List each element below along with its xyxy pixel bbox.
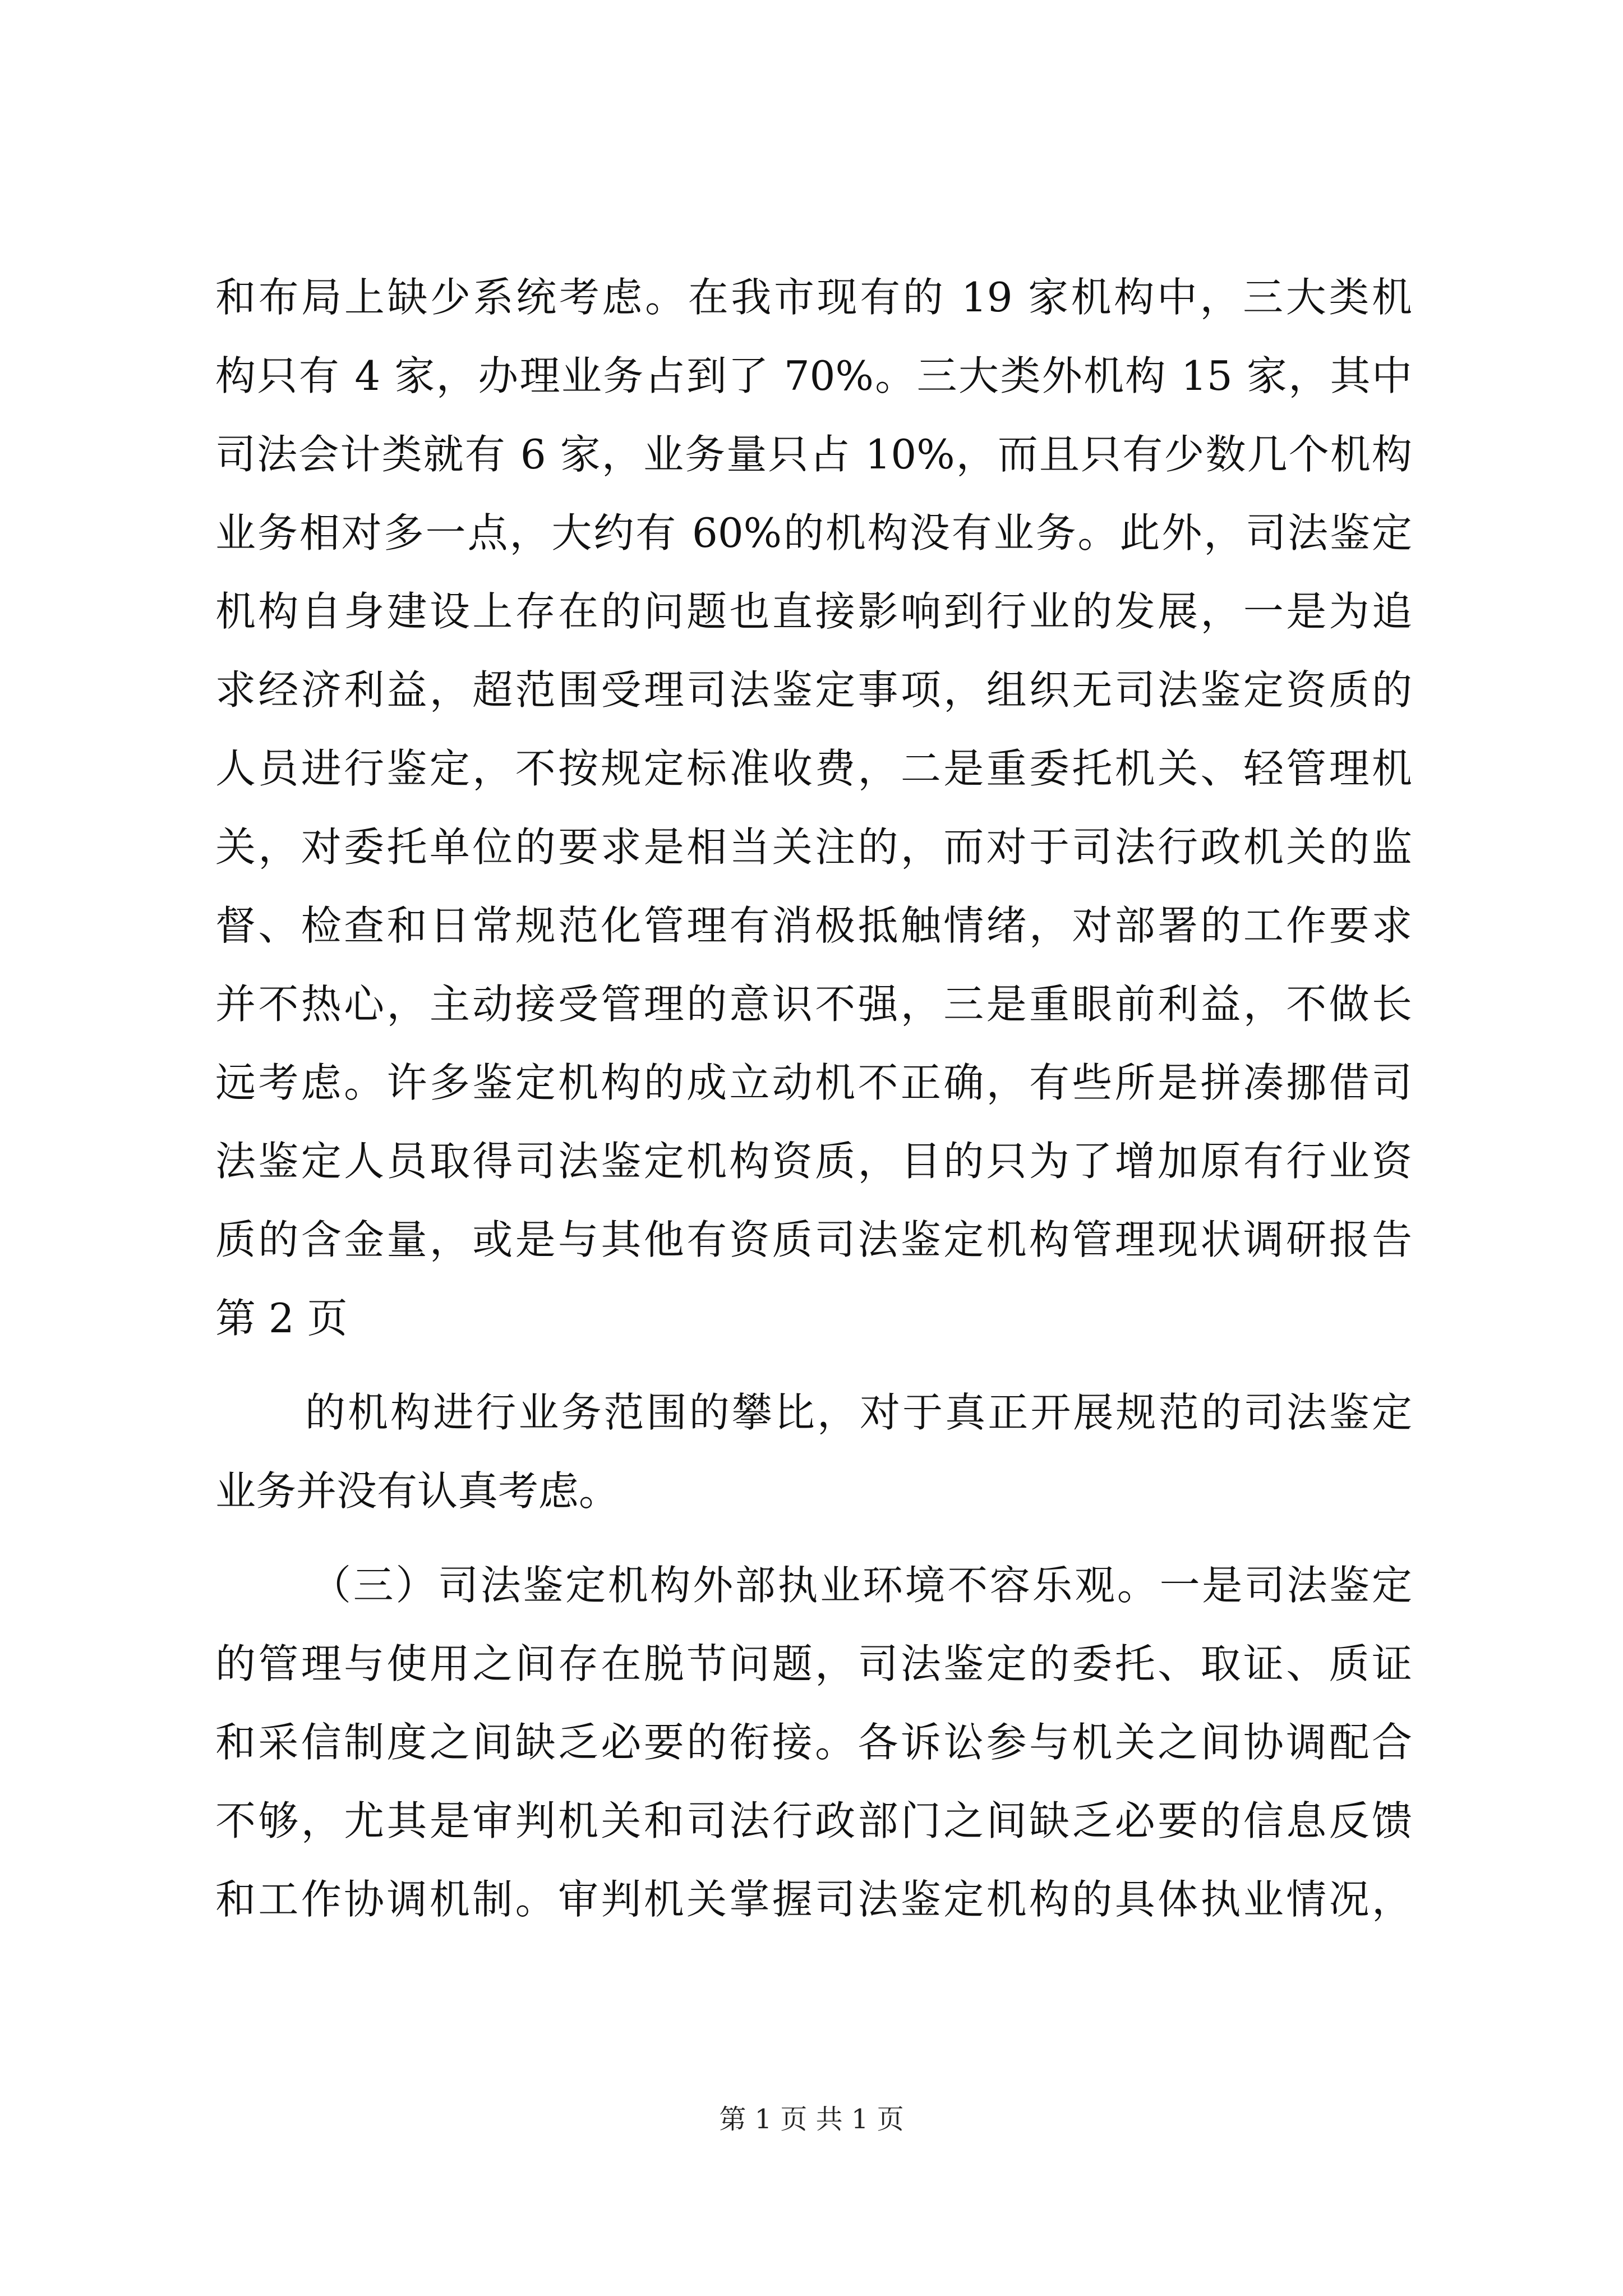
text-line: 和布局上缺少系统考虑。在我市现有的 19 家机构中，三大类机 (215, 274, 1412, 321)
embedded-page-number: 第 2 页 (215, 1295, 348, 1342)
text-line: 不够，尤其是审判机关和司法行政部门之间缺乏必要的信息反馈 (215, 1797, 1412, 1844)
text-line: 业务并没有认真考虑。 (215, 1467, 620, 1515)
text-line: 业务相对多一点，大约有 60%的机构没有业务。此外，司法鉴定 (215, 509, 1412, 556)
text-line: 并不热心，主动接受管理的意识不强，三是重眼前利益，不做长 (215, 981, 1412, 1028)
text-line: 的管理与使用之间存在脱节问题，司法鉴定的委托、取证、质证 (215, 1640, 1412, 1687)
text-line: 求经济利益，超范围受理司法鉴定事项，组织无司法鉴定资质的 (215, 666, 1412, 714)
text-line: 人员进行鉴定，不按规定标准收费，二是重委托机关、轻管理机 (215, 745, 1412, 792)
text-line: 法鉴定人员取得司法鉴定机构资质，目的只为了增加原有行业资 (215, 1138, 1412, 1185)
text-line: 质的含金量，或是与其他有资质司法鉴定机构管理现状调研报告 (215, 1216, 1412, 1263)
text-line: 和采信制度之间缺乏必要的衔接。各诉讼参与机关之间协调配合 (215, 1719, 1412, 1766)
text-line: 机构自身建设上存在的问题也直接影响到行业的发展，一是为追 (215, 588, 1412, 635)
text-line: 关，对委托单位的要求是相当关注的，而对于司法行政机关的监 (215, 823, 1412, 871)
text-line: 的机构进行业务范围的攀比，对于真正开展规范的司法鉴定 (305, 1389, 1412, 1436)
text-line: 和工作协调机制。审判机关掌握司法鉴定机构的具体执业情况， (215, 1876, 1412, 1923)
text-line: 司法会计类就有 6 家，业务量只占 10%，而且只有少数几个机构 (215, 431, 1412, 478)
text-line: 构只有 4 家，办理业务占到了 70%。三大类外机构 15 家，其中 (215, 352, 1412, 399)
text-line: 督、检查和日常规范化管理有消极抵触情绪，对部署的工作要求 (215, 902, 1412, 949)
text-line: （三）司法鉴定机构外部执业环境不容乐观。一是司法鉴定 (311, 1562, 1412, 1609)
text-line: 远考虑。许多鉴定机构的成立动机不正确，有些所是拼凑挪借司 (215, 1059, 1412, 1106)
page-footer: 第 1 页 共 1 页 (719, 2104, 904, 2135)
